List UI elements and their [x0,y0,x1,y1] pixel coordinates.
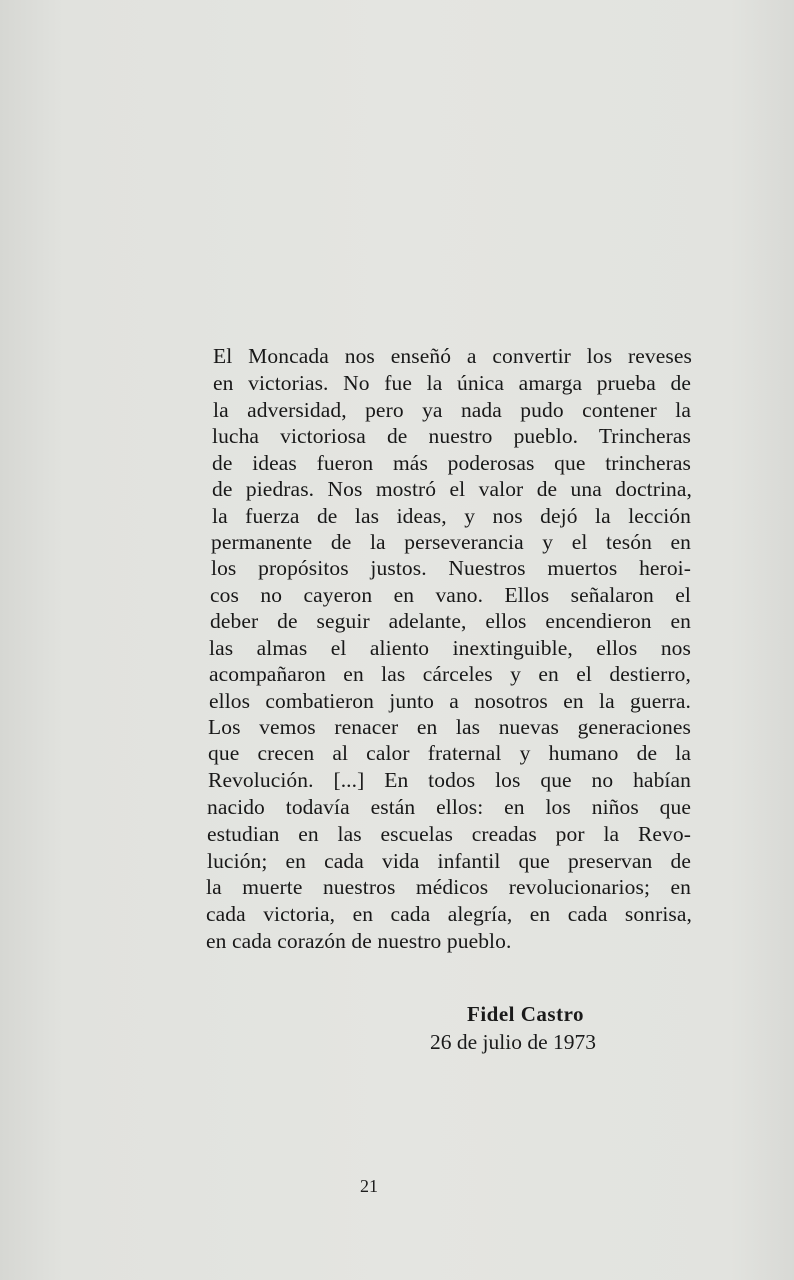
passage-line: deber de seguir adelante, ellos encendieron en [210,609,691,633]
passage-line: cos no cayeron en vano. Ellos señalaron el [210,583,691,607]
passage-line: de ideas fueron más poderosas que trincheras [212,451,691,475]
passage-line: permanente de la perseverancia y el tesón en [211,530,691,554]
passage-line: de piedras. Nos mostró el valor de una doctrina, [212,477,692,501]
passage-line: que crecen al calor fraternal y humano de la [208,741,691,765]
passage-line: las almas el aliento inextinguible, ellos nos [209,636,691,660]
signature-date: 26 de julio de 1973 [430,1030,597,1054]
passage-line: los propósitos justos. Nuestros muertos heroi- [211,556,691,580]
passage-line: acompañaron en las cárceles y en el destierro, [209,662,691,686]
passage-line: la adversidad, pero ya nada pudo contener la [213,398,691,422]
passage-line: la muerte nuestros médicos revolucionarios; en [206,875,691,899]
passage-line: lución; en cada vida infantil que preservan de [207,849,691,873]
passage-line: Revolución. [...] En todos los que no habían [208,768,691,792]
passage-line: en cada corazón de nuestro pueblo. [206,929,512,953]
passage-line: lucha victoriosa de nuestro pueblo. Trincheras [212,424,691,448]
passage-line: nacido todavía están ellos: en los niños que [207,795,691,819]
passage-line: El Moncada nos enseñó a convertir los reveses [213,344,692,368]
passage-line: estudian en las escuelas creadas por la Revo- [207,822,691,846]
author-name: Fidel Castro [467,1002,585,1026]
passage-line: la fuerza de las ideas, y nos dejó la lección [212,504,691,528]
passage-line: en victorias. No fue la única amarga prueba de [213,371,691,395]
passage-line: cada victoria, en cada alegría, en cada sonrisa, [206,902,692,926]
passage-line: ellos combatieron junto a nosotros en la guerra. [209,689,691,713]
passage-line: Los vemos renacer en las nuevas generaciones [208,715,691,739]
page-number: 21 [360,1176,378,1196]
